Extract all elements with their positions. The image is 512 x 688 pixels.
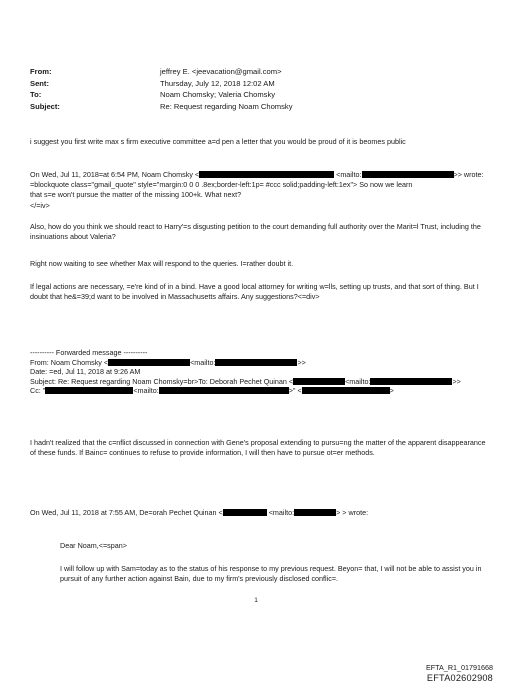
bates-stamp-2: EFTA02602908: [426, 673, 493, 683]
quote-attribution: On Wed, Jul 11, 2018=at 6:54 PM, Noam Chomsky < <mailto: >> wrote:: [30, 170, 484, 179]
redaction-block: [362, 171, 454, 178]
redaction-block: [108, 359, 190, 366]
to-label: To:: [30, 90, 42, 99]
forwarded-from: From: Noam Chomsky < <mailto: >>: [30, 357, 306, 367]
forwarded-title: ---------- Forwarded message ----------: [30, 348, 148, 357]
quoted-block-2: [30, 508, 490, 518]
sent-label: Sent:: [30, 78, 49, 88]
redaction-block: [302, 387, 390, 394]
from-value: jeffrey E. <jeevacation@gmail.com>: [160, 67, 282, 76]
page-number: 1: [254, 597, 258, 604]
redaction-block: [223, 509, 267, 516]
body-paragraph-2: Also, how do you think we should react to Harry'=s disgusting petition to the court demanding full authority over the Marit=l Trust, including the insinuations about Valeria?: [30, 222, 481, 242]
redaction-block: [215, 359, 297, 366]
quote-attribution-2: On Wed, Jul 11, 2018 at 7:55 AM, De=orah Pechet Quinan < <mailto: > > wrote:: [30, 508, 369, 517]
subject-value: Re: Request regarding Noam Chomsky: [160, 101, 293, 111]
header-sent-row: [30, 78, 490, 90]
redaction-block: [159, 387, 289, 394]
body-paragraph-3: Right now waiting to see whether Max will respond to the queries. I=rather doubt it.: [30, 259, 294, 268]
forwarded-cc: Cc: " <mailto: >" < >: [30, 386, 394, 396]
bates-stamp-1: EFTA_R1_01791668: [426, 663, 493, 672]
subject-label: Subject:: [30, 101, 60, 111]
body-paragraph-4: If legal actions are necessary, =e're kind of in a bind. Have a good local attorney for writing w=lls, setting up trusts, and that sort of thing. But I doubt that he&=39;d want to be involved in Massachusetts affairs. Any suggestions?<=div>: [30, 282, 479, 302]
redaction-block: [45, 387, 133, 394]
quoted-block-1: On Wed, Jul 11, 2018=at 6:54 PM, Noam Chomsky < <mailto: >> wrote: =blockquote class="gmail_quote" style="margin:0 0 0 .8ex;border-left:1p= #ccc solid;padding-left:1ex"> So now we learn that s=e won't pursue the matter of the missing 100+k. What next? </=iv>: [30, 170, 490, 211]
forwarded-paragraph-1: I hadn't realized that the c=nflict discussed in connection with Gene's proposal extending to pursu=ng the matter of the apparent disappearance of these funds. If Bainc= continues to refuse to provide information, I will then have to pursue ot=er methods.: [30, 438, 486, 458]
email-header: [30, 66, 490, 112]
header-subject-row: [30, 101, 490, 113]
forwarded-header: [30, 348, 500, 396]
redaction-block: [294, 509, 336, 516]
body-paragraph-1: i suggest you first write max s firm executive committee a=d pen a letter that you would be proud of it is beomes public: [30, 137, 406, 146]
redaction-block: [293, 378, 345, 385]
to-value: Noam Chomsky; Valeria Chomsky: [160, 90, 276, 99]
greeting-line: Dear Noam,<=span>: [60, 541, 127, 550]
redaction-block: [370, 378, 452, 385]
forwarded-subject: Subject: Re: Request regarding Noam Chomsky=br>To: Deborah Pechet Quinan < <mailto: >>: [30, 376, 461, 386]
sent-value: Thursday, July 12, 2018 12:02 AM: [160, 78, 275, 88]
from-label: From:: [30, 67, 52, 76]
forwarded-date: Date: =ed, Jul 11, 2018 at 9:26 AM: [30, 367, 141, 377]
forwarded-paragraph-2: I will follow up with Sam=today as to the status of his response to my previous request. Beyon= that, I will not be able to assist you in pursuit of any further action against Bain, due to my firm's previously disclosed conflic=.: [60, 564, 482, 584]
header-from-row: [30, 66, 490, 78]
header-to-row: [30, 89, 490, 101]
redaction-block: [199, 171, 334, 178]
